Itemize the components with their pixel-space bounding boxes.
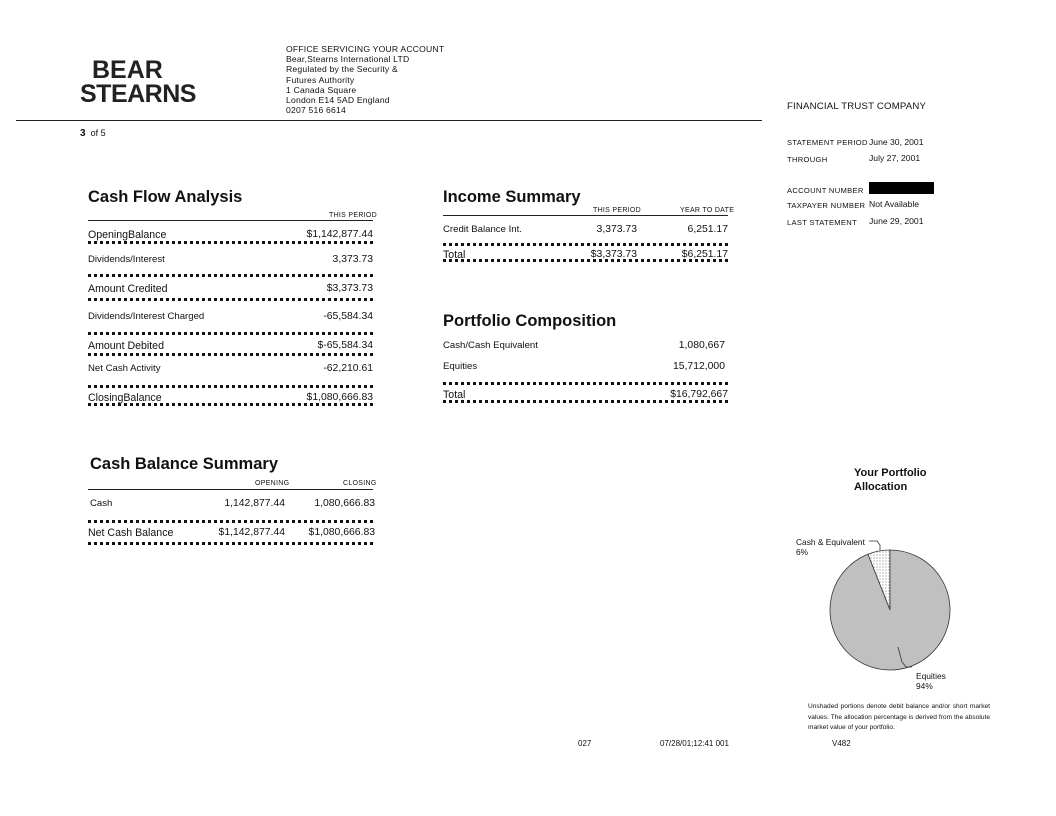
portfolio-total-label: Total <box>443 389 466 401</box>
pie-label-cash-name: Cash & Equivalent <box>796 537 865 547</box>
dotted-rule <box>443 400 728 406</box>
footer-code-2: V482 <box>832 739 851 748</box>
dividends-interest-label: Dividends/Interest <box>88 254 165 265</box>
office-line: 1 Canada Square <box>286 84 357 95</box>
allocation-pie-chart <box>780 530 980 700</box>
cash-balance-rule <box>88 489 373 490</box>
footer-timestamp: 07/28/01;12:41 001 <box>660 739 729 748</box>
company-name: FINANCIAL TRUST COMPANY <box>787 101 927 112</box>
dotted-rule <box>88 298 373 304</box>
portfolio-composition-title: Portfolio Composition <box>443 312 617 330</box>
income-total-period: $3,373.73 <box>590 249 637 260</box>
opening-balance-value: $1,142,877.44 <box>306 229 373 240</box>
statement-period-label: STATEMENT PERIOD <box>787 138 868 147</box>
last-statement-label: LAST STATEMENT <box>787 218 858 227</box>
cash-label: Cash <box>90 498 113 509</box>
income-summary-title: Income Summary <box>443 188 581 206</box>
cash-equivalent-label: Cash/Cash Equivalent <box>443 340 538 351</box>
cash-flow-rule <box>88 220 373 221</box>
net-cash-activity-label: Net Cash Activity <box>88 363 161 374</box>
page-total: of 5 <box>90 128 106 138</box>
dividends-interest-value: 3,373.73 <box>332 254 373 265</box>
dotted-rule <box>88 385 373 391</box>
pie-slice-equities <box>830 550 950 670</box>
dotted-rule <box>88 353 373 359</box>
cash-balance-col-opening: OPENING <box>255 480 290 487</box>
page-number <box>80 128 106 139</box>
dotted-rule <box>88 332 373 338</box>
income-total-ytd: $6,251.17 <box>681 249 728 260</box>
office-line: London E14 5AD England <box>286 95 390 106</box>
amount-credited-value: $3,373.73 <box>326 283 373 294</box>
equities-value: 15,712,000 <box>672 361 725 372</box>
cash-equivalent-value: 1,080,667 <box>678 340 725 351</box>
allocation-title-line-1: Your Portfolio <box>854 467 927 479</box>
taxpayer-label: TAXPAYER NUMBER <box>787 201 866 210</box>
dotted-rule <box>88 520 373 526</box>
equities-label: Equities <box>443 361 478 372</box>
dotted-rule <box>88 241 373 247</box>
credit-balance-ytd: 6,251.17 <box>687 224 728 235</box>
net-cash-balance-opening: $1,142,877.44 <box>218 527 285 538</box>
allocation-title <box>854 466 927 494</box>
credit-balance-period: 3,373.73 <box>596 224 637 235</box>
portfolio-total-value: $16,792,667 <box>670 389 728 400</box>
cash-opening: 1,142,877.44 <box>224 498 285 509</box>
dividends-charged-label: Dividends/Interest Charged <box>88 311 205 322</box>
logo-line-2: STEARNS <box>80 80 196 108</box>
income-col-this-period: THIS PERIOD <box>593 207 642 214</box>
cash-closing: 1,080,666.83 <box>314 498 375 509</box>
through-value: July 27, 2001 <box>869 153 921 163</box>
closing-balance-label: ClosingBalance <box>88 392 162 404</box>
cash-flow-title: Cash Flow Analysis <box>88 188 243 206</box>
cash-flow-col-header: THIS PERIOD <box>329 212 378 219</box>
allocation-title-line-2: Allocation <box>854 481 908 493</box>
amount-debited-value: $-65,584.34 <box>317 340 373 351</box>
last-statement-value: June 29, 2001 <box>869 216 924 226</box>
dotted-rule <box>88 403 373 409</box>
taxpayer-value: Not Available <box>869 199 920 209</box>
statement-period-value: June 30, 2001 <box>869 137 924 147</box>
opening-balance-label: OpeningBalance <box>88 229 167 241</box>
closing-balance-value: $1,080,666.83 <box>306 392 373 403</box>
dotted-rule <box>88 542 373 548</box>
header-rule <box>16 120 762 121</box>
income-total-label: Total <box>443 249 466 261</box>
pie-label-equities-name: Equities <box>916 671 946 681</box>
office-line: Futures Authority <box>286 74 355 85</box>
amount-credited-label: Amount Credited <box>88 283 168 295</box>
income-col-ytd: YEAR TO DATE <box>680 207 735 214</box>
net-cash-balance-label: Net Cash Balance <box>88 527 174 539</box>
dividends-charged-value: -65,584.34 <box>323 311 373 322</box>
office-line: OFFICE SERVICING YOUR ACCOUNT <box>286 44 445 54</box>
logo-line-1: BEAR <box>92 56 163 84</box>
office-address <box>286 44 444 115</box>
amount-debited-label: Amount Debited <box>88 340 164 352</box>
footer-code: 027 <box>578 739 592 748</box>
cash-leader-line <box>869 541 880 550</box>
cash-balance-col-closing: CLOSING <box>343 480 377 487</box>
cash-balance-title: Cash Balance Summary <box>90 455 279 473</box>
page-current: 3 <box>80 128 86 139</box>
dotted-rule <box>88 274 373 280</box>
account-number-label: ACCOUNT NUMBER <box>787 186 864 195</box>
bear-stearns-logo <box>80 58 200 106</box>
dotted-rule <box>443 382 728 388</box>
credit-balance-label: Credit Balance Int. <box>443 224 522 235</box>
pie-label-cash-pct: 6% <box>796 547 809 557</box>
through-label: THROUGH <box>787 155 828 164</box>
net-cash-activity-value: -62,210.61 <box>323 363 373 374</box>
net-cash-balance-closing: $1,080,666.83 <box>308 527 375 538</box>
income-rule <box>443 215 728 216</box>
office-line: Bear,Stearns International LTD <box>286 54 410 65</box>
dotted-rule <box>443 259 728 265</box>
office-line: 0207 516 6614 <box>286 105 346 116</box>
pie-label-equities-pct: 94% <box>916 681 933 691</box>
allocation-disclaimer: Unshaded portions denote debit balance and/or short market values. The allocation percentage is derived from the absolute market value of your portfolio. <box>808 703 990 731</box>
account-number-redacted <box>869 182 934 194</box>
office-line: Regulated by the Security & <box>286 64 398 75</box>
